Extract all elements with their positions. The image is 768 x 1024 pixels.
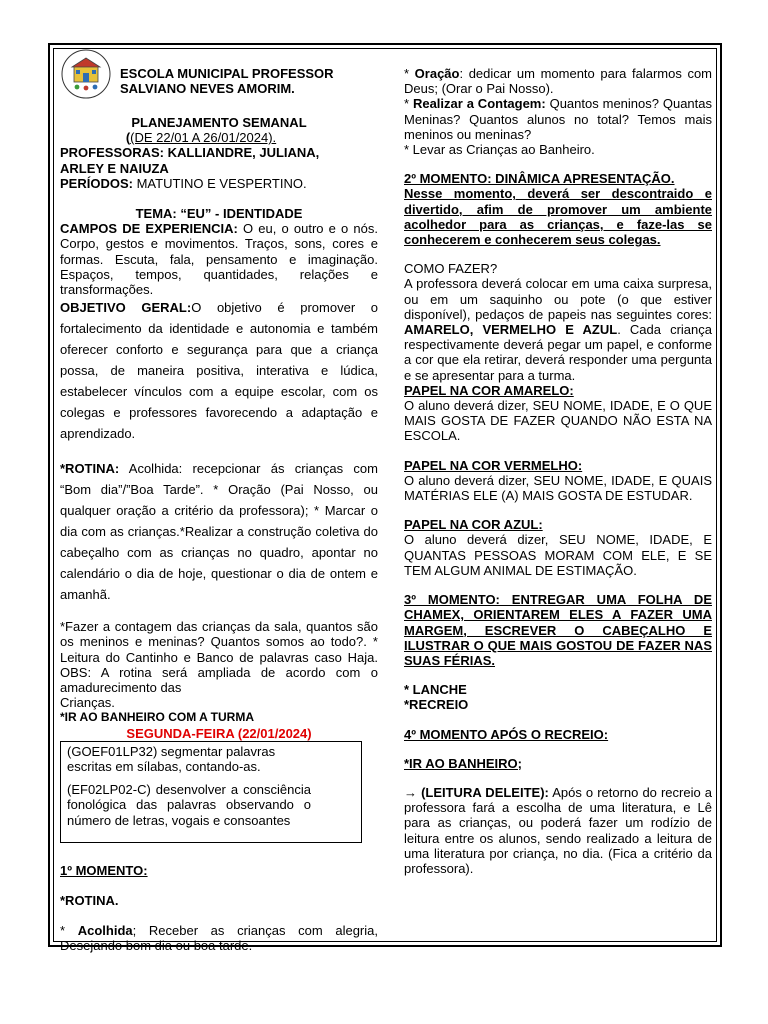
banheiro-turma: *IR AO BANHEIRO COM A TURMA (60, 710, 254, 725)
skill-2: (EF02LP02-C) desenvolver a consciência fonológica das palavras observando o número de letras, vogais e consoantes (67, 782, 311, 828)
vermelho-title: PAPEL NA COR VERMELHO: (404, 457, 583, 473)
periods: PERÍODOS: MATUTINO E VESPERTINO. (60, 175, 307, 191)
right-column (404, 66, 712, 876)
levar-banheiro: * Levar as Crianças ao Banheiro. (404, 142, 595, 158)
azul-text: O aluno deverá dizer, SEU NOME, IDADE, E QUANTAS PESSOAS MORAM COM ELE, E SE TEM ALGUM ANIMAL DE ESTIMAÇÃO. (404, 532, 712, 578)
vermelho-text: O aluno deverá dizer, SEU NOME, IDADE, E QUAIS MATÉRIAS ELE (A) MAIS GOSTA DE ESTUDAR. (404, 472, 712, 504)
como-fazer-text: A professora deverá colocar em uma caixa surpresa, ou em um saquinho ou pote (o que estiver disponível), pedaços de papeis nas seguintes cores: AMARELO, VERMELHO E AZUL. Cada criança respectivamente deverá pegar um papel, e conforme a cor que ela retirar, deverá responder uma pergunta e se apresentar para a turma. (404, 276, 713, 383)
oracao-paragraph: * Oração: dedicar um momento para falarmos com Deus; (Orar o Pai Nosso). (404, 66, 712, 97)
amarelo-text: O aluno deverá dizer, SEU NOME, IDADE, E O QUE MAIS GOSTA DE FAZER QUANDO NÃO ESTA NA ESCOLA. (404, 398, 712, 444)
day-heading: SEGUNDA-FEIRA (22/01/2024) (126, 725, 312, 741)
azul-title: PAPEL NA COR AZUL: (404, 517, 543, 533)
contagem-right: * Realizar a Contagem: Quantos meninos? Quantas Meninas? Quantos alunos no total? Temos mais meninos ou meninas? (404, 96, 713, 142)
contagem-paragraph: *Fazer a contagem das crianças da sala, quantos são os meninos e meninas? Quantos somos ao todo?. * Leitura do Cantinho e Banco de palavras caso Haja. OBS: A rotina será ampliada de acordo com o amadurecimento das (60, 619, 378, 696)
rotina-2: *ROTINA. (60, 893, 119, 909)
momento-4-title: 4º MOMENTO APÓS O RECREIO: (404, 726, 609, 742)
recreio: *RECREIO (404, 697, 469, 713)
momento-2-text: Nesse momento, deverá ser descontraido e divertido, afim de promover um ambiente acolhedor para as crianças, e faze-las se conhecerem e conhecerem seus colegas. (404, 186, 712, 248)
momento-3-text: 3º MOMENTO: ENTREGAR UMA FOLHA DE CHAMEX, ORIENTAREM ELES A FAZER UMA MARGEM, ESCREVER O CABEÇALHO E ILUSTRAR O QUE MAIS GOSTOU DE FAZER NAS SUAS FÉRIAS. (404, 592, 712, 668)
acolhida-paragraph: * Acolhida; Receber as crianças com alegria, Desejando bom dia ou boa tarde. (60, 923, 378, 954)
lanche: * LANCHE (404, 682, 467, 698)
momento-1-title: 1º MOMENTO: (60, 862, 148, 878)
ir-banheiro: *IR AO BANHEIRO; (404, 755, 522, 771)
amarelo-title: PAPEL NA COR AMARELO: (404, 382, 574, 398)
rotina-paragraph: *ROTINA: Acolhida: recepcionar ás crianças com “Bom dia”/”Boa Tarde”. * Oração (Pai Nosso, ou qualquer oração a critério da professora); * Marcar o dia com as crianças.*Realizar a construção coletiva do cabeçalho com as crianças no quadro, apontar no calendário o dia de hoje, questionar o dia de ontem e amanhã. (60, 461, 378, 603)
left-column (60, 66, 378, 954)
skill-1: (GOEF01LP32) segmentar palavras escritas em sílabas, contando-as. (67, 743, 276, 775)
school-seal-logo (60, 48, 112, 100)
como-fazer-title: COMO FAZER? (404, 261, 498, 277)
date-range: ((DE 22/01 A 26/01/2024). (125, 130, 277, 146)
momento-2-title: 2º MOMENTO: DINÂMICA APRESENTAÇÃO. (404, 171, 675, 187)
school-name-line1: ESCOLA MUNICIPAL PROFESSOR (120, 66, 334, 81)
objetivo-geral: OBJETIVO GERAL:O objetivo é promover o fortalecimento da identidade e autonomia e também oferecer conforto e segurança para que a criança possa, de maneira positiva, interativa e lúdica, estabelecer vínculos com a equipe escolar, com os colegas e professores favorecendo a adaptação e aprendizado. (60, 300, 378, 442)
criancas-text: Crianças. (60, 695, 115, 711)
planning-title: PLANEJAMENTO SEMANAL (131, 115, 307, 130)
campos-experiencia: CAMPOS DE EXPERIENCIA: O eu, o outro e o nós. Corpo, gestos e movimentos. Traços, sons, cores e formas. Escuta, fala, pensamento e imaginação. Espaços, tempos, quantidades, relações e transformações. (60, 221, 378, 298)
skills-box (60, 741, 362, 843)
leitura-deleite: → (LEITURA DELEITE): Após o retorno do recreio a professora fará a escolha de uma literatura, e Lê para as crianças, ou poderá fazer um rodízio de leitura entre os alunos, sendo realizado a leitura de uma literatura por criança, no dia. (Fica a critério da professora). (404, 784, 712, 876)
school-header (60, 66, 378, 100)
school-name-line2: SALVIANO NEVES AMORIM. (120, 81, 295, 96)
teachers: PROFESSORAS: KALLIANDRE, JULIANA, ARLEY E NAIUZA (60, 145, 320, 176)
theme-title: TEMA: “EU” - IDENTIDADE (135, 206, 303, 222)
